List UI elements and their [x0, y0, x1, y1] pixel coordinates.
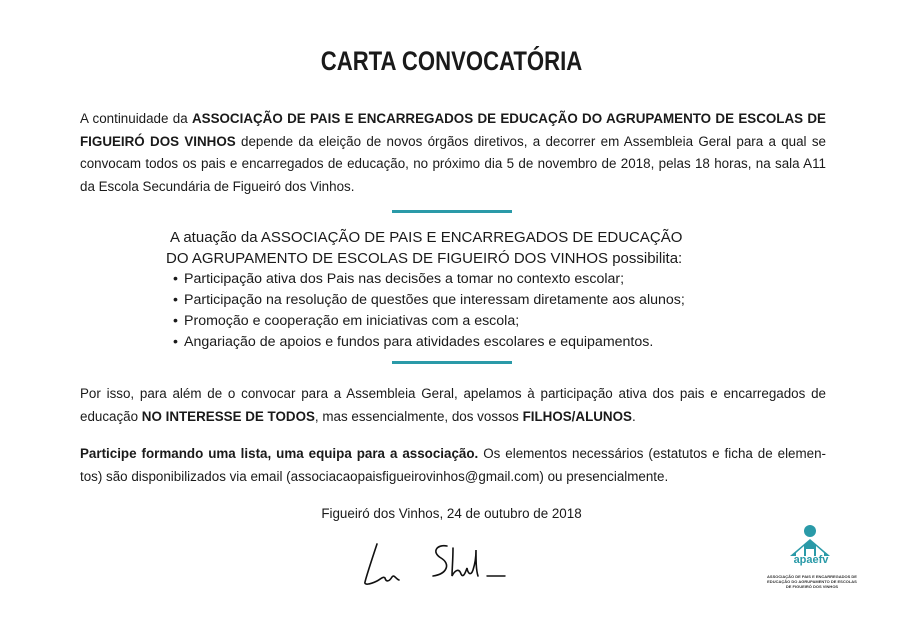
p1-text-2: depende da eleição de novos órgãos diretivos, a decorrer em Assembleia Geral para a qual se convocam todos os pais e encarregados de educação, no próximo dia 5 de novembro de 2018, pelas 18 horas, na sala A11 da Escola Secundária de Figueiró dos Vinhos.	[80, 133, 826, 194]
atuacao-intro-line2: DO AGRUPAMENTO DE ESCOLAS DE FIGUEIRÓ DOS VINHOS possibilita:	[166, 250, 683, 267]
p1-org-name: ASSOCIAÇÃO DE PAIS E ENCARREGADOS DE EDUCAÇÃO DO AGRUPAMENTO DE ESCOLAS DE FIGUEIRÓ DOS VINHOS	[80, 111, 826, 149]
p3-text-1: Os elementos necessários (estatutos e ficha de elemen-tos) são disponibilizados via email (associacaopaisfigueirovinhos@gmail.com) ou presencialmente.	[80, 446, 826, 484]
date-line: Figueiró dos Vinhos, 24 de outubro de 2018	[321, 506, 582, 521]
paragraph-continuity	[80, 108, 826, 198]
p3-bold-1: Participe formando uma lista, uma equipa para a associação.	[80, 446, 479, 461]
paragraph-participate	[80, 443, 826, 488]
p1-text-1: A continuidade da	[80, 111, 192, 126]
p2-text-3: .	[631, 408, 636, 424]
divider-top	[392, 210, 512, 213]
document-title: CARTA CONVOCATÓRIA	[320, 46, 583, 76]
p2-text-1: Por isso, para além de o convocar para a Assembleia Geral, apelamos à participação ativa dos pais e encarregados de educação	[80, 386, 826, 424]
p2-text-2: , mas essencialmente, dos vossos	[314, 408, 523, 424]
list-item: • Participação na resolução de questões que interessam diretamente aos alunos;	[170, 290, 730, 311]
handwritten-signature	[355, 536, 525, 586]
p2-bold-1: NO INTERESSE DE TODOS	[141, 408, 315, 424]
p2-bold-2: FILHOS/ALUNOS	[522, 408, 632, 424]
list-item: • Angariação de apoios e fundos para atividades escolares e equipamentos.	[170, 332, 730, 353]
logo-caption: ASSOCIAÇÃO DE PAIS E ENCARREGADOS DE EDUCAÇÃO DO AGRUPAMENTO DE ESCOLAS DE FIGUEIRÓ DOS VINHOS	[767, 574, 857, 589]
atuacao-intro-line1: A atuação da ASSOCIAÇÃO DE PAIS E ENCARREGADOS DE EDUCAÇÃO	[170, 229, 683, 246]
paragraph-appeal	[80, 383, 826, 428]
atuacao-section	[166, 227, 730, 353]
divider-bottom	[392, 361, 512, 364]
list-item: • Promoção e cooperação em iniciativas com a escola;	[170, 311, 730, 332]
logo-name: apaefv	[793, 554, 829, 566]
atuacao-list	[170, 269, 730, 353]
list-item: • Participação ativa dos Pais nas decisões a tomar no contexto escolar;	[170, 269, 730, 290]
